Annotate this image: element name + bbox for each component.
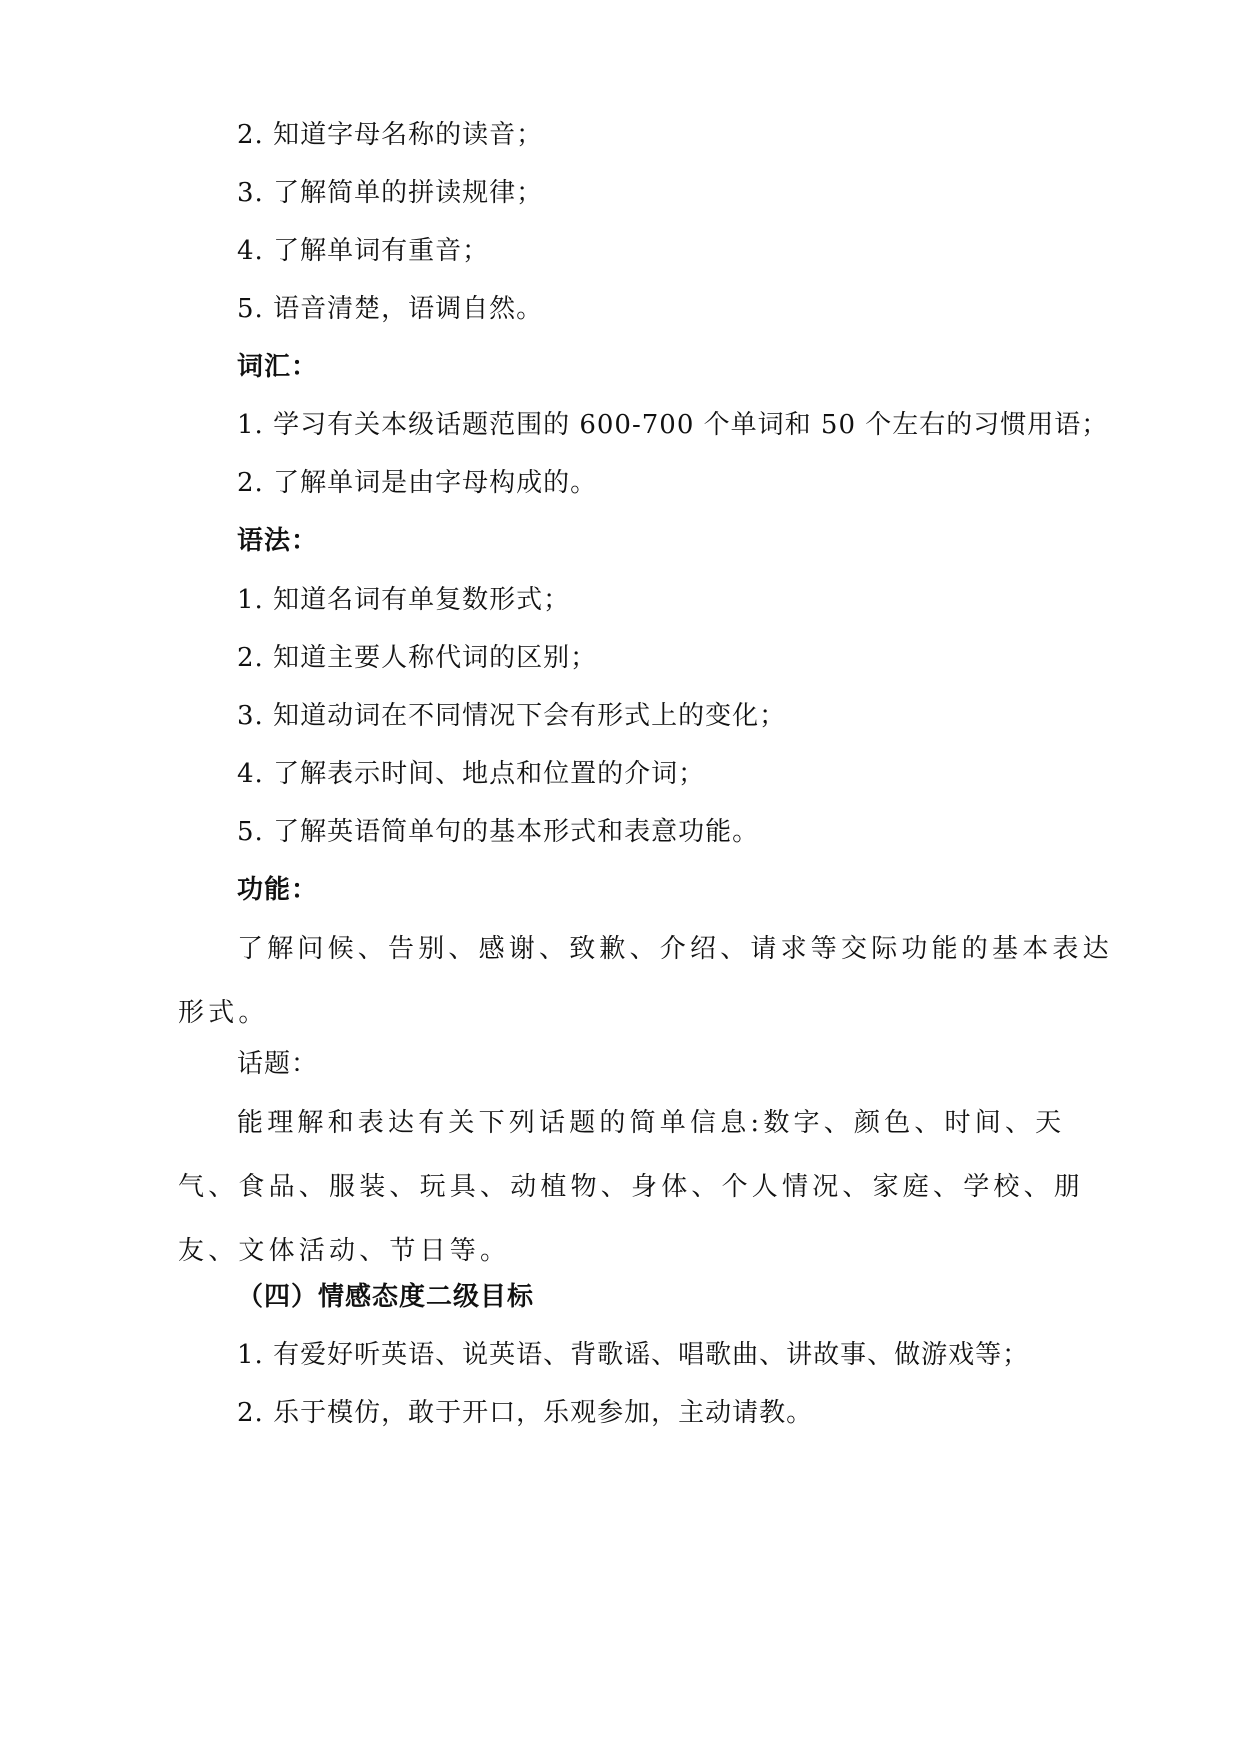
grammar-item: 2. 知道主要人称代词的区别； bbox=[237, 643, 598, 673]
grammar-item: 3. 知道动词在不同情况下会有形式上的变化； bbox=[237, 701, 787, 731]
attitude-section-heading: （四）情感态度二级目标 bbox=[237, 1282, 535, 1312]
vocabulary-item: 2. 了解单词是由字母构成的。 bbox=[237, 468, 598, 498]
phonetics-item: 4. 了解单词有重音； bbox=[237, 236, 490, 266]
phonetics-item: 2. 知道字母名称的读音； bbox=[237, 120, 544, 150]
phonetics-item: 3. 了解简单的拼读规律； bbox=[237, 178, 544, 208]
functions-heading: 功能： bbox=[237, 875, 319, 905]
attitude-item: 1. 有爱好听英语、说英语、背歌谣、唱歌曲、讲故事、做游戏等； bbox=[237, 1340, 1030, 1370]
grammar-heading: 语法： bbox=[237, 526, 319, 556]
topics-heading: 话题： bbox=[237, 1049, 319, 1079]
grammar-item: 4. 了解表示时间、地点和位置的介词； bbox=[237, 759, 706, 789]
vocabulary-heading: 词汇： bbox=[237, 352, 319, 382]
topics-paragraph: 能理解和表达有关下列话题的简单信息:数字、颜色、时间、天气、食品、服装、玩具、动植物、身体、个人情况、家庭、学校、朋友、文体活动、节日等。 bbox=[178, 1108, 1085, 1266]
grammar-item: 1. 知道名词有单复数形式； bbox=[237, 585, 571, 615]
grammar-item: 5. 了解英语简单句的基本形式和表意功能。 bbox=[237, 817, 760, 847]
phonetics-item: 5. 语音清楚，语调自然。 bbox=[237, 294, 544, 324]
vocabulary-item: 1. 学习有关本级话题范围的 600-700 个单词和 50 个左右的习惯用语； bbox=[237, 410, 1109, 440]
attitude-item: 2. 乐于模仿，敢于开口，乐观参加，主动请教。 bbox=[237, 1398, 814, 1428]
functions-paragraph: 了解问候、告别、感谢、致歉、介绍、请求等交际功能的基本表达形式。 bbox=[178, 934, 1113, 1028]
